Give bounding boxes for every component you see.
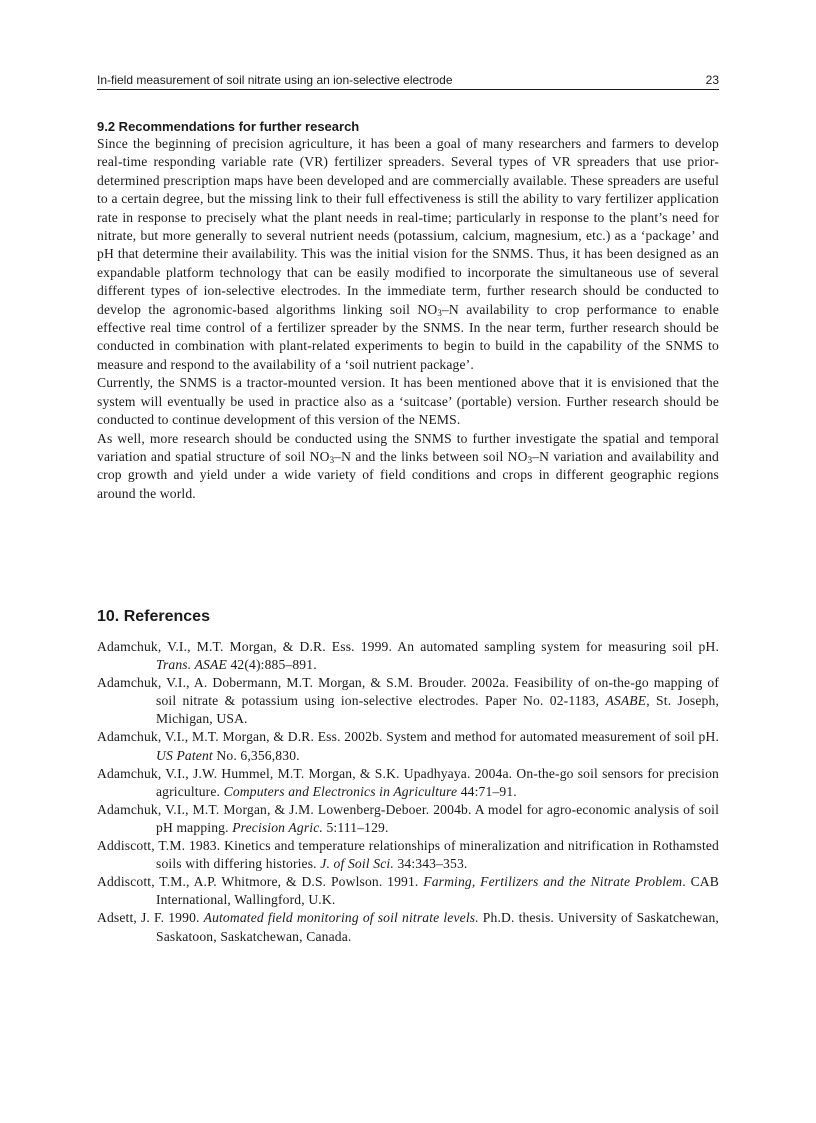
paragraph-1-text-b: –N availability to crop performance to enable effective real time control of a fertilizer spreader by the SNMS. In the near term, further research should be conducted in combination with plant-related experiments to begin to build in the capability of the SNMS to measure and respond to the availability of a ‘soil nutrient package’. [97, 301, 719, 372]
reference-text: 42(4):885–891. [226, 657, 317, 673]
running-head [97, 72, 719, 90]
reference-text: Adamchuk, V.I., M.T. Morgan, & J.M. Lowenberg-Deboer. 2004b. A model for agro-economic analysis of soil pH mapping. [97, 801, 719, 835]
reference-item [97, 728, 719, 764]
reference-journal: ASABE [605, 693, 647, 709]
reference-text: Adsett, J. F. 1990. [97, 910, 204, 926]
page-number: 23 [705, 73, 719, 87]
reference-text: Adamchuk, V.I., M.T. Morgan, & D.R. Ess. 2002b. System and method for automated measurement of soil pH. [97, 729, 719, 745]
reference-text: Adamchuk, V.I., J.W. Hummel, M.T. Morgan, & S.K. Upadhyaya. 2004a. On-the-go soil sensors for precision agriculture. [97, 765, 719, 799]
reference-list [97, 638, 719, 946]
reference-text: 34:343–353. [393, 856, 468, 872]
reference-text: , St. Joseph, Michigan, USA. [156, 693, 719, 727]
paragraph-1-text-a: Since the beginning of precision agriculture, it has been a goal of many researchers and farmers to develop real-time responding variable rate (VR) fertilizer spreaders. Several types of VR spreaders that use prior-determined prescription maps have been developed and are commercially available. These spreaders are useful to a certain degree, but the missing link to their full effectiveness is still the ability to vary fertilizer application rate in response to precisely what the plant needs in real-time; particularly in response to the plant’s need for nitrate, but more generally to several nutrient needs (potassium, calcium, magnesium, etc.) as a ‘package’ and pH that determine their availability. This was the initial vision for the SNMS. Thus, it has been designed as an expandable platform technology that can be easily modified to incorporate the simultaneous use of several different types of ion-selective electrodes. In the immediate term, further research should be conducted to develop the agronomic-based algorithms linking soil NO [97, 136, 719, 317]
reference-item [97, 765, 719, 801]
reference-journal: Farming, Fertilizers and the Nitrate Problem [423, 874, 683, 890]
reference-journal: J. of Soil Sci. [320, 856, 394, 872]
reference-item [97, 674, 719, 728]
section-9-2 [97, 119, 719, 503]
subscript: 3 [437, 307, 442, 318]
paragraph-1 [97, 135, 719, 374]
reference-item [97, 909, 719, 945]
paragraph-3-text-b: –N and the links between soil NO [334, 448, 528, 464]
reference-item [97, 801, 719, 837]
reference-journal: Trans. ASAE [156, 657, 227, 673]
paragraph-2: Currently, the SNMS is a tractor-mounted version. It has been mentioned above that it is envisioned that the system will eventually be used in practice also as a ‘suitcase’ (portable) version. Further research should be conducted to continue development of this version of the NEMS. [97, 375, 719, 428]
reference-text: Adamchuk, V.I., A. Dobermann, M.T. Morgan, & S.M. Brouder. 2002a. Feasibility of on-the-go mapping of soil nitrate & potassium using ion-selective electrodes. Paper No. 02-1183, [97, 675, 719, 709]
reference-text: Addiscott, T.M., A.P. Whitmore, & D.S. Powlson. 1991. [97, 874, 424, 890]
paragraph-3-text-c: –N variation and availability and crop growth and yield under a wide variety of field conditions and crops in different geographic regions around the world. [97, 448, 719, 501]
reference-journal: Automated field monitoring of soil nitrate levels. [203, 910, 479, 926]
reference-item [97, 873, 719, 909]
reference-text: No. 6,356,830. [212, 747, 300, 763]
reference-text: 44:71–91. [457, 783, 517, 799]
reference-text: . CAB International, Wallingford, U.K. [156, 874, 719, 908]
reference-journal: Computers and Electronics in Agriculture [223, 783, 458, 799]
subscript: 3 [527, 454, 533, 465]
subscript: 3 [329, 454, 335, 465]
references-heading: 10. References [97, 608, 210, 625]
reference-text: Addiscott, T.M. 1983. Kinetics and temperature relationships of mineralization and nitrification in Rothamsted soils with differing histories. [97, 838, 719, 872]
paragraph-3-text-a: As well, more research should be conducted using the SNMS to further investigate the spatial and temporal variation and spatial structure of soil NO [97, 430, 719, 464]
section-heading: 9.2 Recommendations for further research [97, 119, 360, 134]
reference-text: Ph.D. thesis. University of Saskatchewan, Saskatoon, Saskatchewan, Canada. [156, 910, 719, 944]
running-head-title: In-field measurement of soil nitrate using an ion-selective electrode [97, 73, 453, 87]
paragraph-3 [97, 430, 719, 504]
reference-item [97, 837, 719, 873]
reference-journal: Precision Agric. [232, 819, 323, 835]
reference-journal: US Patent [156, 747, 213, 763]
reference-text: 5:111–129. [322, 819, 389, 835]
reference-item [97, 638, 719, 674]
references-heading-wrap [97, 607, 210, 627]
reference-text: Adamchuk, V.I., M.T. Morgan, & D.R. Ess. 1999. An automated sampling system for measuring soil pH. [97, 639, 719, 654]
